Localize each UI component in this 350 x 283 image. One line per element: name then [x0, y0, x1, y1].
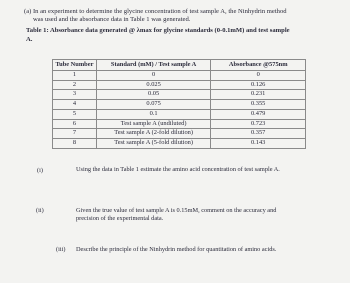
table-caption-line-1: Table 1: Absorbance data generated @ λmax for glycine standards (0-0.1mM) and test sample: [26, 27, 290, 34]
intro-text: [24, 8, 287, 25]
cell-standard: 0.075: [96, 100, 210, 110]
cell-absorbance: 0: [211, 71, 306, 81]
intro-line-1: (a) In an experiment to determine the glycine concentration of test sample A, the Ninhydrin method: [24, 8, 287, 15]
cell-tube: 2: [53, 80, 97, 90]
table-row: [53, 129, 306, 139]
cell-tube: 4: [53, 100, 97, 110]
cell-standard: Test sample A (2-fold dilution): [96, 129, 210, 139]
table-header-row: [53, 60, 306, 71]
question-2-text: [76, 207, 276, 223]
table-row: [53, 109, 306, 119]
header-standard: Standard (mM) / Test sample A: [96, 60, 210, 71]
cell-standard: Test sample A (5-fold dilution): [96, 138, 210, 148]
table-caption-line-2: A.: [26, 35, 33, 43]
cell-absorbance: 0.723: [211, 119, 306, 129]
question-3-line-1: Describe the principle of the Ninhydrin method for quantitation of amino acids.: [76, 246, 277, 253]
question-1-number: (i): [37, 167, 43, 174]
cell-absorbance: 0.126: [211, 80, 306, 90]
cell-standard: 0: [96, 71, 210, 81]
cell-absorbance: 0.231: [211, 90, 306, 100]
header-tube-number: Tube Number: [53, 60, 97, 71]
cell-absorbance: 0.357: [211, 129, 306, 139]
cell-tube: 1: [53, 71, 97, 81]
cell-tube: 8: [53, 138, 97, 148]
cell-tube: 5: [53, 109, 97, 119]
question-1-line-1: Using the data in Table 1 estimate the amino acid concentration of test sample A.: [76, 166, 280, 173]
table-row: [53, 100, 306, 110]
question-1-text: [76, 166, 280, 174]
cell-absorbance: 0.355: [211, 100, 306, 110]
header-absorbance: Absorbance @575nm: [211, 60, 306, 71]
cell-standard: 0.05: [96, 90, 210, 100]
question-3-number: (iii): [56, 246, 66, 253]
cell-absorbance: 0.143: [211, 138, 306, 148]
table-row: [53, 119, 306, 129]
table-row: [53, 80, 306, 90]
table-caption: [26, 27, 290, 44]
intro-line-2: was used and the absorbance data in Table 1 was generated.: [33, 16, 191, 24]
cell-standard: 0.1: [96, 109, 210, 119]
cell-standard: 0.025: [96, 80, 210, 90]
question-2-line-2: precision of the experimental data.: [76, 214, 164, 222]
question-2-line-1: Given the true value of test sample A is 0.15mM, comment on the accuracy and: [76, 207, 277, 214]
table-row: [53, 71, 306, 81]
table-row: [53, 138, 306, 148]
cell-tube: 3: [53, 90, 97, 100]
cell-standard: Test sample A (undiluted): [96, 119, 210, 129]
absorbance-table: [52, 59, 306, 149]
cell-tube: 6: [53, 119, 97, 129]
question-3-text: [76, 246, 276, 254]
cell-tube: 7: [53, 129, 97, 139]
table-row: [53, 90, 306, 100]
question-2-number: (ii): [36, 207, 44, 214]
cell-absorbance: 0.479: [211, 109, 306, 119]
